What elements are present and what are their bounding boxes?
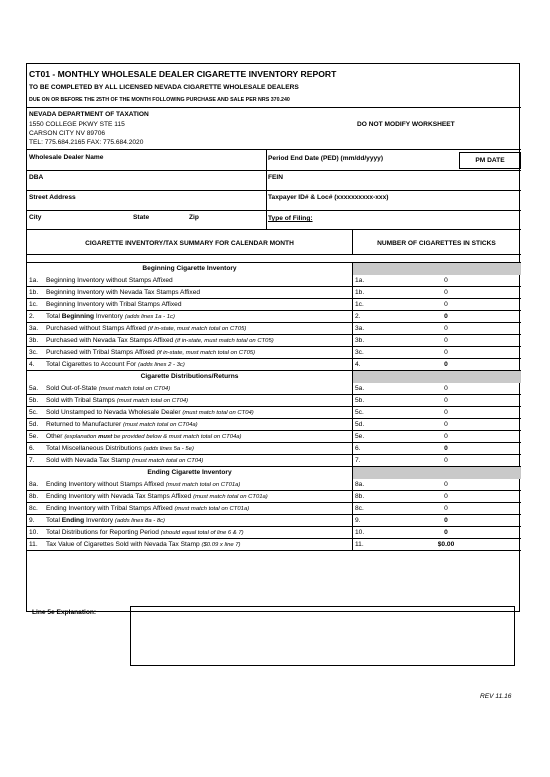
summary-header-left: CIGARETTE INVENTORY/TAX SUMMARY FOR CALENDAR MONTH [85,240,294,247]
line-note: (explanation must be provided below & must match total on CT04a) [64,434,242,440]
line-note: (adds lines 8a - 8c) [114,518,166,524]
line-note: (must match total on CT04) [182,410,254,416]
dba-field[interactable]: DBA [29,174,44,181]
divider [266,149,267,229]
line-value[interactable]: 0 [444,337,448,344]
line-code: 8c. [355,505,364,512]
line-value[interactable]: 0 [444,301,448,308]
line-code: 1a. [355,277,365,284]
line-code: 11. [355,541,364,548]
divider [27,149,521,150]
revision-label: REV 11.16 [480,693,512,700]
due-notice: DUE ON OR BEFORE THE 25TH OF THE MONTH FOLLOWING PURCHASE AND SALE PER NRS 370.240 [29,97,290,103]
line-description [46,397,188,404]
section-shade [352,263,521,275]
section-distributions-returns [27,371,521,383]
table-row [27,275,521,287]
table-row [27,527,521,539]
line-number: 1a. [29,277,39,284]
line-number: 2. [29,313,35,320]
line-5e-explanation-box[interactable] [130,606,515,666]
line-number: 1b. [29,289,39,296]
line-number: 3b. [29,337,39,344]
pm-date-label: PM DATE [475,157,505,164]
line-code: 6. [355,445,361,452]
street-address-field[interactable]: Street Address [29,194,76,201]
line-note: ($0.09 x line 7) [201,542,241,548]
line-code: 1b. [355,289,365,296]
line-description-text: Total Miscellaneous Distributions [46,445,142,452]
type-of-filing-field[interactable]: Type of Filing: [268,215,313,222]
table-row [27,359,521,371]
table-row [27,383,521,395]
zip-field[interactable]: Zip [189,214,199,221]
line-description-text: Total Distributions for Reporting Period [46,529,159,536]
fein-field[interactable]: FEIN [268,174,284,181]
line-description-text: Beginning Inventory with Tribal Stamps Affixed [46,301,182,308]
summary-header-right: NUMBER OF CIGARETTES IN STICKS [377,240,496,247]
line-code: 1c. [355,301,364,308]
line-description-text: Ending Inventory with Nevada Tax Stamps Affixed [46,493,192,500]
line-number: 8c. [29,505,38,512]
section-shade [352,371,521,383]
period-end-date-field[interactable]: Period End Date (PED) (mm/dd/yyyy) [268,155,384,162]
table-row [27,323,521,335]
line-description-text: Sold with Nevada Tax Stamp [46,457,131,464]
section-title: Beginning Cigarette Inventory [142,265,237,272]
line-description [46,505,249,512]
city-field[interactable]: City [29,214,42,221]
line-code: 5b. [355,397,365,404]
line-description [46,541,241,548]
table-row [27,431,521,443]
line-description [46,493,268,500]
line-note: (must match total on CT04) [98,386,171,392]
line-description [46,385,170,392]
line-value[interactable]: 0 [444,277,448,284]
line-value[interactable]: 0 [444,349,448,356]
line-description-text: Other [46,433,63,440]
line-number: 7. [29,457,35,464]
line-description-text: Beginning Inventory without Stamps Affixed [46,277,173,284]
line-description-text: Total Beginning Inventory [46,313,123,320]
line-value[interactable]: 0 [444,457,448,464]
line-number: 10. [29,529,39,536]
line-value[interactable]: 0 [444,481,448,488]
line-note: (if in-state, must match total on CT05) [156,350,256,356]
department-street: 1550 COLLEGE PKWY STE 115 [29,121,125,128]
line-code: 3a. [355,325,365,332]
line-description [46,529,244,536]
line-number: 4. [29,361,35,368]
divider [27,170,521,171]
form-subtitle: TO BE COMPLETED BY ALL LICENSED NEVADA CIGARETTE WHOLESALE DEALERS [29,84,299,91]
section-shade [352,467,521,479]
line-value[interactable]: 0 [444,517,448,524]
line-note: (must match total on CT04) [116,398,189,404]
table-row [27,287,521,299]
line-description [46,409,254,416]
line-description [46,445,194,452]
line-value[interactable]: 0 [444,505,448,512]
divider [27,107,521,108]
line-code: 7. [355,457,361,464]
line-description-text: Sold with Tribal Stamps [46,397,115,404]
line-description-text: Purchased with Tribal Stamps Affixed [46,349,155,356]
line-description [46,337,274,344]
line-description [46,433,242,440]
line-description-text: Sold Unstamped to Nevada Wholesale Dealer [46,409,181,416]
table-row [27,443,521,455]
section-title: Cigarette Distributions/Returns [140,373,239,380]
line-value[interactable]: $0.00 [437,541,455,548]
line-value[interactable]: 0 [444,289,448,296]
divider [27,254,521,255]
table-row [27,491,521,503]
line-description [46,313,175,320]
line-value[interactable]: 0 [444,433,448,440]
line-note: (if in-state, must match total on CT05) [175,338,274,344]
line-description-text: Ending Inventory without Stamps Affixed [46,481,164,488]
line-code: 8a. [355,481,365,488]
line-note: (should equal total of line 6 & 7) [160,530,244,536]
line-number: 8a. [29,481,39,488]
line-code: 5d. [355,421,365,428]
line-note: (if in-state, must match total on CT05) [147,326,247,332]
line-code: 3b. [355,337,365,344]
line-number: 3c. [29,349,38,356]
line-5e-explanation-label: Line 5e Explanation: [32,609,97,616]
line-description [46,421,198,428]
line-note: (must match total on CT01a) [193,494,268,500]
table-row [27,299,521,311]
line-value[interactable]: 0 [444,325,448,332]
department-phone: TEL: 775.684.2165 FAX: 775.684.2020 [29,139,144,146]
line-code: 3c. [355,349,364,356]
row-divider [27,550,521,551]
department-city: CARSON CITY NV 89706 [29,130,106,137]
line-description-text: Beginning Inventory with Nevada Tax Stamps Affixed [46,289,201,296]
line-number: 9. [29,517,35,524]
divider [27,210,521,211]
line-value[interactable]: 0 [444,385,448,392]
line-value[interactable]: 0 [444,445,448,452]
line-code: 5c. [355,409,364,416]
line-code: 10. [355,529,365,536]
line-number: 1c. [29,301,38,308]
line-value[interactable]: 0 [444,361,448,368]
line-description-text: Total Cigarettes to Account For [46,361,137,368]
line-note: (must match total on CT01a) [165,482,241,488]
do-not-modify-notice: DO NOT MODIFY WORKSHEET [357,121,455,128]
line-value[interactable]: 0 [444,493,448,500]
table-row [27,503,521,515]
table-row [27,347,521,359]
line-number: 3a. [29,325,39,332]
line-code: 8b. [355,493,365,500]
line-description [46,457,203,464]
table-row [27,479,521,491]
line-number: 11. [29,541,38,548]
taxpayer-id-field[interactable]: Taxpayer ID# & Loc# (xxxxxxxxxx-xxx) [268,194,389,201]
line-note: (must match total on CT01a) [174,506,250,512]
line-number: 5a. [29,385,39,392]
department-name: NEVADA DEPARTMENT OF TAXATION [29,111,149,118]
line-number: 8b. [29,493,39,500]
table-row [27,395,521,407]
line-code: 5e. [355,433,365,440]
line-description [46,517,165,524]
table-row [27,419,521,431]
pm-date-field[interactable] [459,152,521,169]
line-note: (adds lines 5a - 5e) [143,446,194,452]
line-description [46,349,255,356]
section-ending-inventory [27,467,521,479]
line-description-text: Sold Out-of-State [46,385,97,392]
line-code: 2. [355,313,361,320]
line-number: 5d. [29,421,39,428]
section-title: Ending Cigarette Inventory [147,469,232,476]
line-description-text: Tax Value of Cigarettes Sold with Nevada Tax Stamp [46,541,200,548]
line-note: (must match total on CT04) [132,458,204,464]
line-description [46,481,240,488]
table-row [27,515,521,527]
dealer-name-field[interactable]: Wholesale Dealer Name [29,154,104,161]
line-note: (must match total on CT04a) [122,422,198,428]
line-value[interactable]: 0 [444,313,448,320]
line-description-text: Total Ending Inventory [46,517,114,524]
divider [27,190,521,191]
line-value[interactable]: 0 [444,409,448,416]
table-row [27,311,521,323]
line-value[interactable]: 0 [444,529,448,536]
line-description-text: Returned to Manufacturer [46,421,122,428]
line-code: 4. [355,361,361,368]
form-frame [26,63,520,616]
line-description [46,289,200,296]
section-beginning-inventory [27,263,521,275]
table-row [27,335,521,347]
form-title: CT01 - MONTHLY WHOLESALE DEALER CIGARETTE INVENTORY REPORT [29,69,337,79]
line-description [46,325,246,332]
line-value[interactable]: 0 [444,421,448,428]
line-code: 5a. [355,385,365,392]
divider [27,229,521,230]
table-row [27,407,521,419]
line-value[interactable]: 0 [444,397,448,404]
line-description [46,361,185,368]
table-row [27,455,521,467]
line-number: 5b. [29,397,39,404]
line-description-text: Ending Inventory with Tribal Stamps Affixed [46,505,173,512]
divider [352,229,353,254]
line-number: 6. [29,445,35,452]
inventory-table [27,262,521,597]
line-number: 5e. [29,433,39,440]
line-description-text: Purchased without Stamps Affixed [46,325,146,332]
line-description [46,277,173,284]
line-description-text: Purchased with Nevada Tax Stamps Affixed [46,337,174,344]
state-field[interactable]: State [133,214,150,221]
line-note: (adds lines 2 - 3c) [138,362,185,368]
line-description [46,301,182,308]
line-code: 9. [355,517,361,524]
line-number: 5c. [29,409,38,416]
table-row [27,539,521,551]
line-note: (adds lines 1a - 1c) [124,314,175,320]
